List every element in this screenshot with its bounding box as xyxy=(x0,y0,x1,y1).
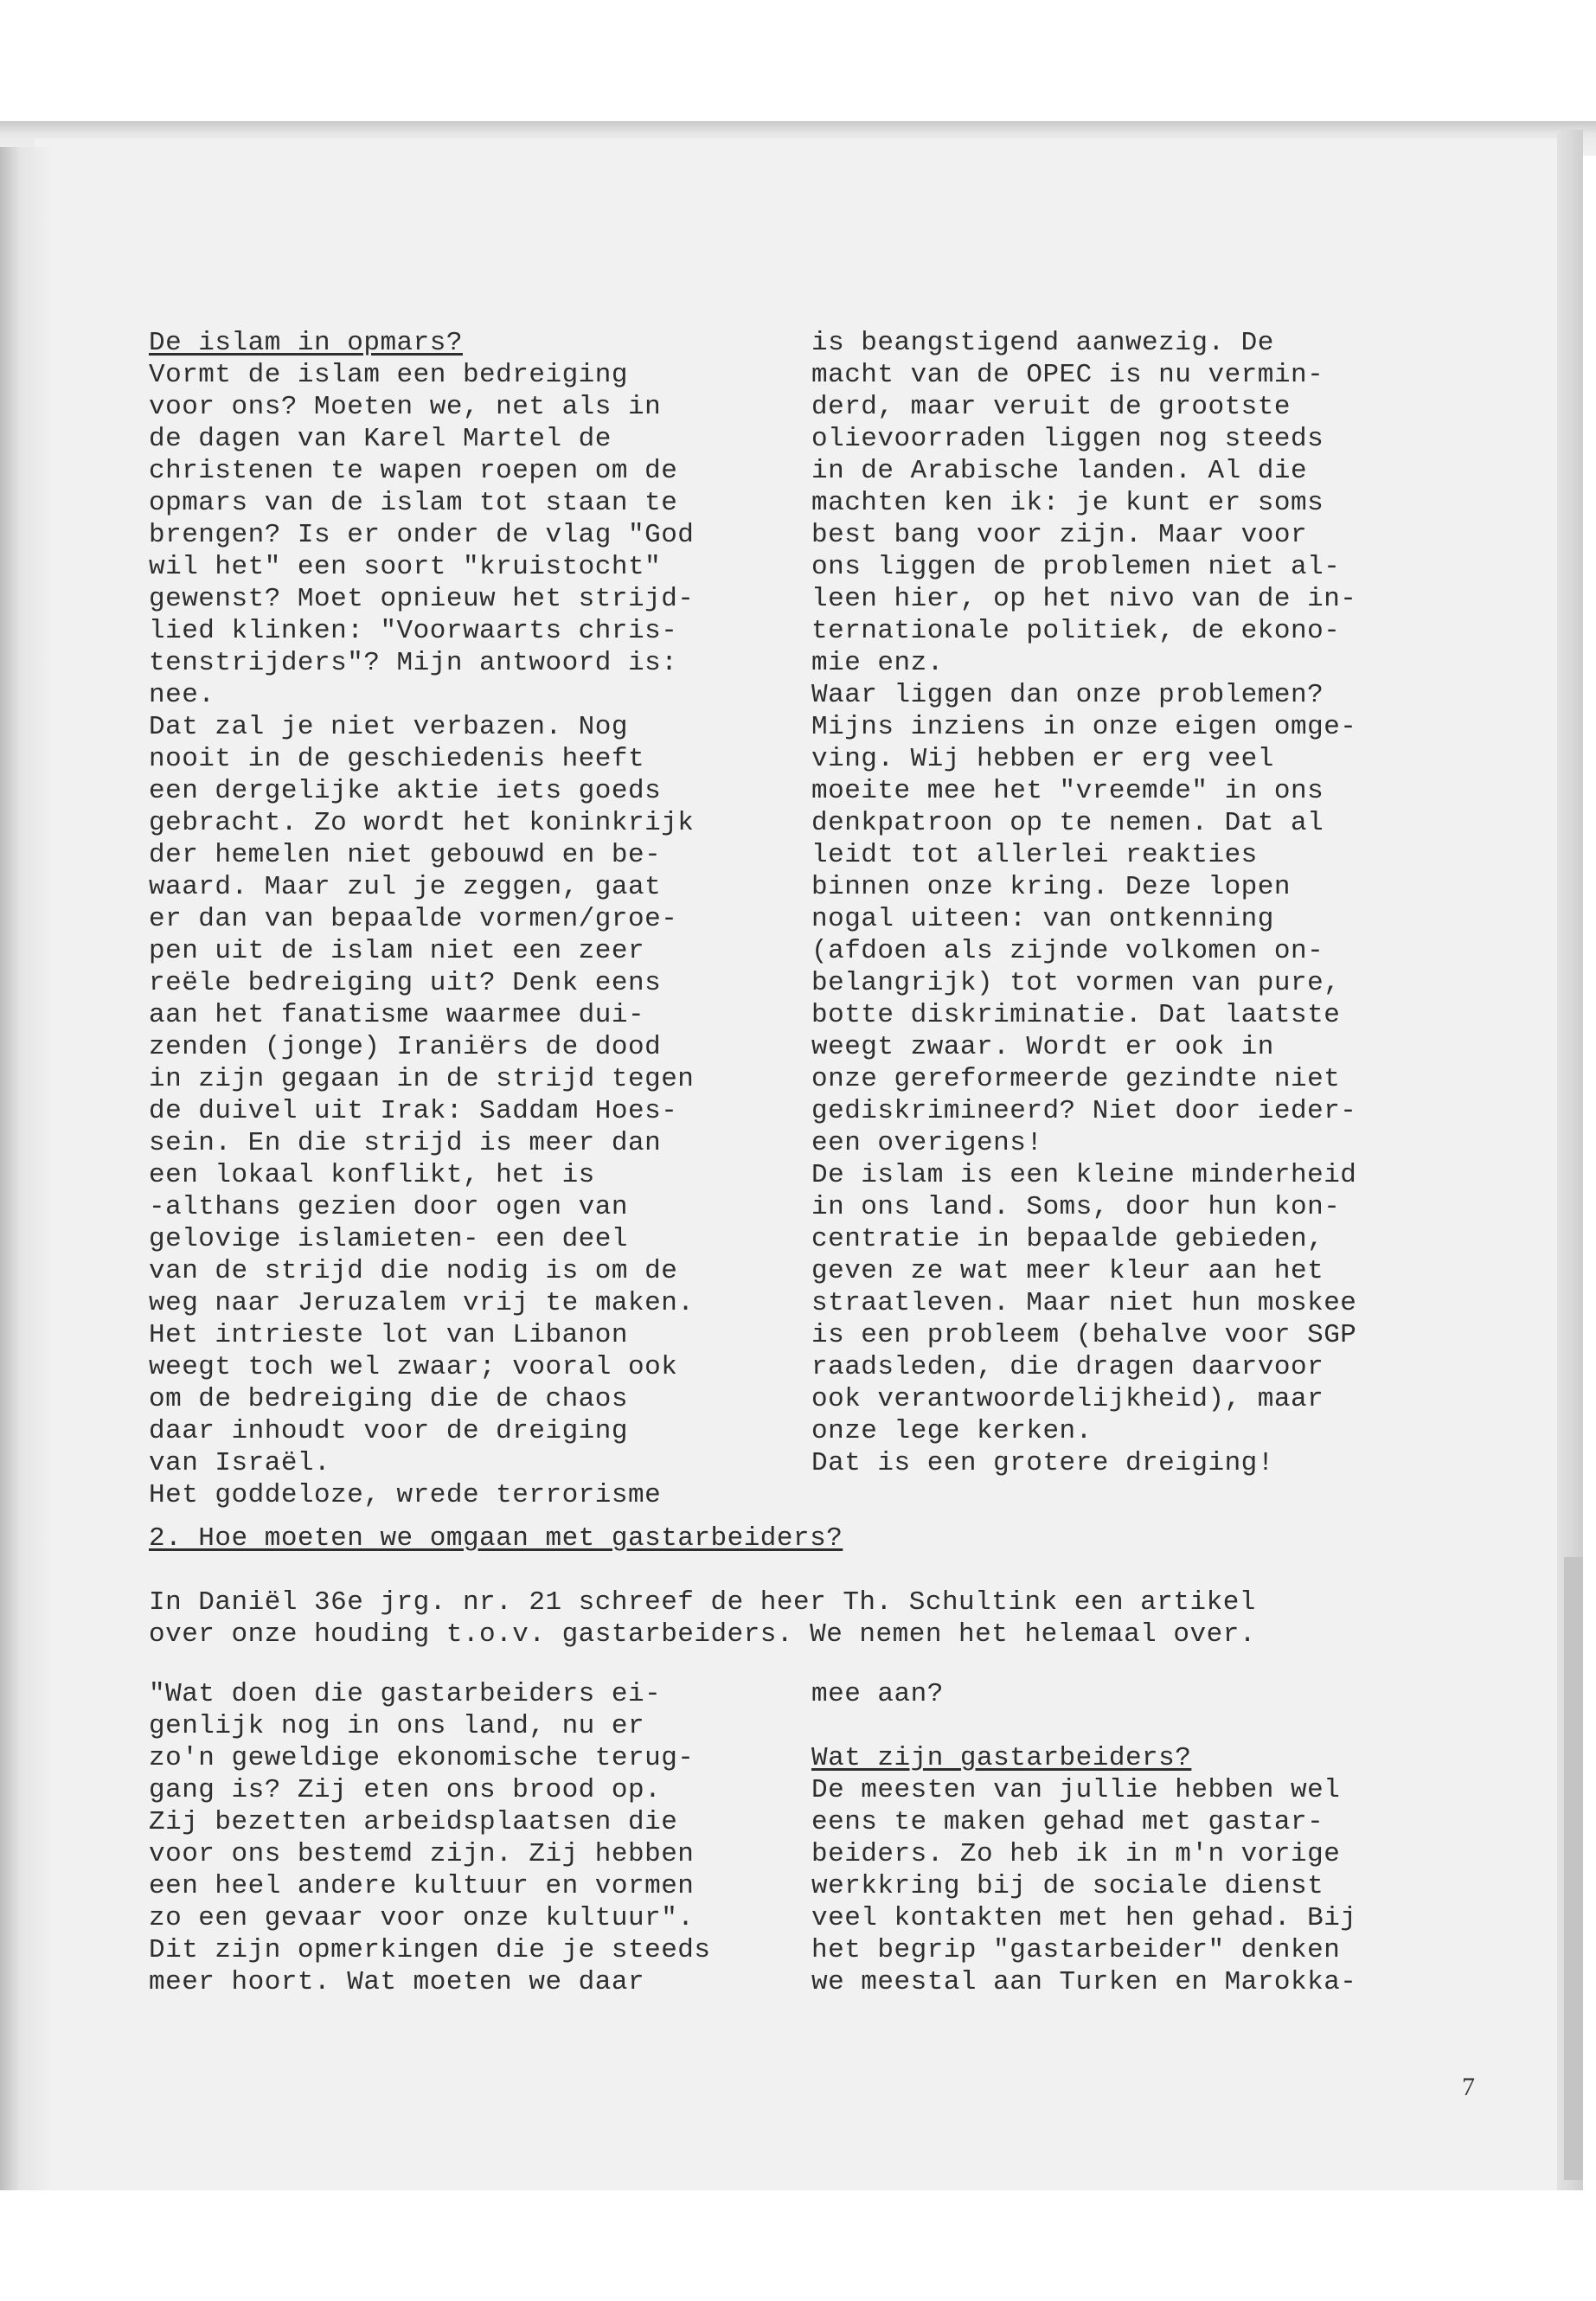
text-line: een heel andere kultuur en vormen xyxy=(149,1871,695,1901)
text-line: "Wat doen die gastarbeiders ei- xyxy=(149,1679,662,1709)
article2-right-lines xyxy=(811,1774,1356,1998)
text-line: opmars van de islam tot staan te xyxy=(149,488,678,518)
text-line: zo een gevaar voor onze kultuur". xyxy=(149,1903,695,1933)
article2-intro-lines xyxy=(149,1586,1256,1650)
text-line: een dergelijke aktie iets goeds xyxy=(149,776,662,806)
article1-right-column xyxy=(811,327,1356,1479)
text-line: leen hier, op het nivo van de in- xyxy=(811,584,1357,614)
text-line: geven ze wat meer kleur aan het xyxy=(811,1256,1324,1286)
text-line: binnen onze kring. Deze lopen xyxy=(811,872,1291,902)
text-line: ternationale politiek, de ekono- xyxy=(811,616,1341,646)
text-line: genlijk nog in ons land, nu er xyxy=(149,1711,645,1741)
text-line: beiders. Zo heb ik in m'n vorige xyxy=(811,1839,1341,1869)
text-line: er dan van bepaalde vormen/groe- xyxy=(149,904,678,934)
text-line: nogal uiteen: van ontkenning xyxy=(811,904,1274,934)
text-line: der hemelen niet gebouwd en be- xyxy=(149,840,662,870)
text-line: meer hoort. Wat moeten we daar xyxy=(149,1967,645,1997)
text-line: gang is? Zij eten ons brood op. xyxy=(149,1775,662,1805)
text-line: wil het" een soort "kruistocht" xyxy=(149,552,662,582)
text-line: ons liggen de problemen niet al- xyxy=(811,552,1341,582)
text-line: ook verantwoordelijkheid), maar xyxy=(811,1384,1324,1414)
article2-left-lines xyxy=(149,1678,711,1998)
text-line: zenden (jonge) Iraniërs de dood xyxy=(149,1032,662,1062)
article2-heading: 2. Hoe moeten we omgaan met gastarbeiders? xyxy=(149,1523,843,1554)
text-line: macht van de OPEC is nu vermin- xyxy=(811,360,1324,390)
text-line: Vormt de islam een bedreiging xyxy=(149,360,628,390)
text-line: leidt tot allerlei reakties xyxy=(811,840,1258,870)
article2-left-column xyxy=(149,1678,711,1998)
text-line: Dit zijn opmerkingen die je steeds xyxy=(149,1935,711,1965)
text-line: zo'n geweldige ekonomische terug- xyxy=(149,1743,695,1773)
text-line: Zij bezetten arbeidsplaatsen die xyxy=(149,1807,678,1837)
text-line: gewenst? Moet opnieuw het strijd- xyxy=(149,584,695,614)
intro-line: In Daniël 36e jrg. nr. 21 schreef de heer Th. Schultink een artikel xyxy=(149,1587,1256,1618)
text-line: brengen? Is er onder de vlag "God xyxy=(149,520,695,550)
text-line: machten ken ik: je kunt er soms xyxy=(811,488,1324,518)
page-number: 7 xyxy=(1462,2073,1475,2101)
blank-line xyxy=(811,1710,1356,1742)
text-line: ving. Wij hebben er erg veel xyxy=(811,744,1274,774)
text-line: om de bedreiging die de chaos xyxy=(149,1384,628,1414)
text-line: gelovige islamieten- een deel xyxy=(149,1224,628,1254)
text-line: in zijn gegaan in de strijd tegen xyxy=(149,1064,695,1094)
text-line: belangrijk) tot vormen van pure, xyxy=(811,968,1341,998)
text-line: weegt zwaar. Wordt er ook in xyxy=(811,1032,1274,1062)
text-line: sein. En die strijd is meer dan xyxy=(149,1128,662,1158)
text-line: in ons land. Soms, door hun kon- xyxy=(811,1192,1341,1222)
text-line: derd, maar veruit de grootste xyxy=(811,392,1291,422)
text-line: De meesten van jullie hebben wel xyxy=(811,1775,1341,1805)
text-line: pen uit de islam niet een zeer xyxy=(149,936,645,966)
text-line: nooit in de geschiedenis heeft xyxy=(149,744,645,774)
text-line: daar inhoudt voor de dreiging xyxy=(149,1416,628,1446)
text-line: aan het fanatisme waarmee dui- xyxy=(149,1000,645,1030)
text-line: nee. xyxy=(149,680,215,710)
text-line: Dat zal je niet verbazen. Nog xyxy=(149,712,628,742)
text-line: Dat is een grotere dreiging! xyxy=(811,1448,1274,1478)
article1-right-lines xyxy=(811,327,1356,1479)
text-line: eens te maken gehad met gastar- xyxy=(811,1807,1324,1837)
text-line: Het intrieste lot van Libanon xyxy=(149,1320,628,1350)
text-line: van Israël. xyxy=(149,1448,331,1478)
text-line: onze lege kerken. xyxy=(811,1416,1093,1446)
text-line: is een probleem (behalve voor SGP xyxy=(811,1320,1357,1350)
text-line: moeite mee het "vreemde" in ons xyxy=(811,776,1324,806)
text-line: Waar liggen dan onze problemen? xyxy=(811,680,1324,710)
text-line: werkkring bij de sociale dienst xyxy=(811,1871,1324,1901)
text-line: mie enz. xyxy=(811,648,944,678)
text-line: onze gereformeerde gezindte niet xyxy=(811,1064,1341,1094)
text-line: een overigens! xyxy=(811,1128,1043,1158)
text-line: Mijns inziens in onze eigen omge- xyxy=(811,712,1357,742)
text-line: De islam is een kleine minderheid xyxy=(811,1160,1357,1190)
text-line: weg naar Jeruzalem vrij te maken. xyxy=(149,1288,695,1318)
intro-line: over onze houding t.o.v. gastarbeiders. We nemen het helemaal over. xyxy=(149,1619,1256,1650)
text-line: tenstrijders"? Mijn antwoord is: xyxy=(149,648,678,678)
text-line: in de Arabische landen. Al die xyxy=(811,456,1308,486)
text-line: centratie in bepaalde gebieden, xyxy=(811,1224,1324,1254)
text-line: Het goddeloze, wrede terrorisme xyxy=(149,1480,662,1510)
text-line: gediskrimineerd? Niet door ieder- xyxy=(811,1096,1357,1126)
text-line: christenen te wapen roepen om de xyxy=(149,456,678,486)
text-line: botte diskriminatie. Dat laatste xyxy=(811,1000,1341,1030)
text-line: best bang voor zijn. Maar voor xyxy=(811,520,1308,550)
text-line: de dagen van Karel Martel de xyxy=(149,424,612,454)
text-line: weegt toch wel zwaar; vooral ook xyxy=(149,1352,678,1382)
text-line: denkpatroon op te nemen. Dat al xyxy=(811,808,1324,838)
text-line: het begrip "gastarbeider" denken xyxy=(811,1935,1341,1965)
article1-left-column xyxy=(149,327,694,1511)
article2-intro xyxy=(149,1586,1256,1650)
text-line: veel kontakten met hen gehad. Bij xyxy=(811,1903,1357,1933)
text-line: reële bedreiging uit? Denk eens xyxy=(149,968,662,998)
text-line: de duivel uit Irak: Saddam Hoes- xyxy=(149,1096,678,1126)
page-binding-edge xyxy=(0,147,50,2190)
text-line: een lokaal konflikt, het is xyxy=(149,1160,595,1190)
article2-right-column xyxy=(811,1678,1356,1998)
text-line: voor ons? Moeten we, net als in xyxy=(149,392,662,422)
article2-subheading: Wat zijn gastarbeiders? xyxy=(811,1743,1192,1773)
text-line: straatleven. Maar niet hun moskee xyxy=(811,1288,1357,1318)
article1-left-lines xyxy=(149,359,694,1511)
text-line: van de strijd die nodig is om de xyxy=(149,1256,678,1286)
text-line: waard. Maar zul je zeggen, gaat xyxy=(149,872,662,902)
article1-title: De islam in opmars? xyxy=(149,328,463,358)
article2-heading-block xyxy=(149,1522,843,1554)
article2-right-first-line: mee aan? xyxy=(811,1679,944,1709)
text-line: we meestal aan Turken en Marokka- xyxy=(811,1967,1357,1997)
text-line: olievoorraden liggen nog steeds xyxy=(811,424,1324,454)
text-line: lied klinken: "Voorwaarts chris- xyxy=(149,616,678,646)
text-line: gebracht. Zo wordt het koninkrijk xyxy=(149,808,695,838)
text-line: voor ons bestemd zijn. Zij hebben xyxy=(149,1839,695,1869)
page-edge-right-tab xyxy=(1564,1557,1583,2180)
text-line: -althans gezien door ogen van xyxy=(149,1192,628,1222)
text-line: is beangstigend aanwezig. De xyxy=(811,328,1274,358)
text-line: (afdoen als zijnde volkomen on- xyxy=(811,936,1324,966)
text-line: raadsleden, die dragen daarvoor xyxy=(811,1352,1324,1382)
